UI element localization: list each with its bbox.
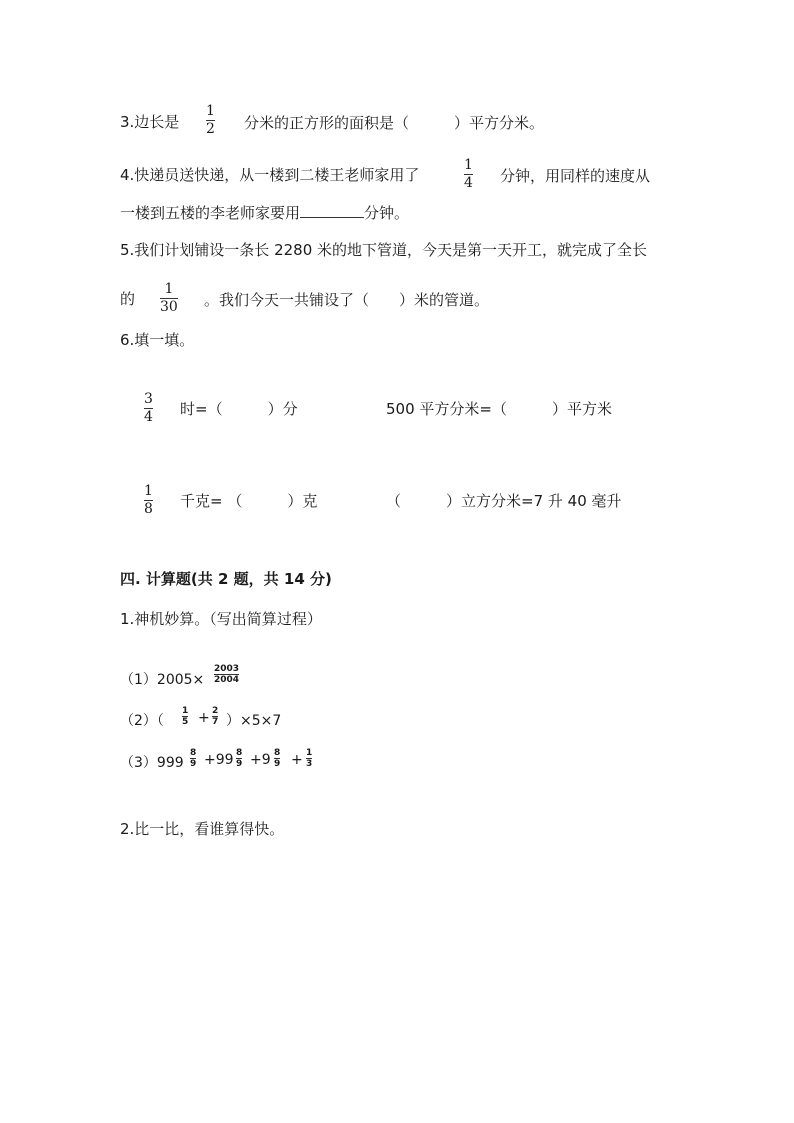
calc-item2-fraction1: 1 5 xyxy=(182,706,189,727)
calc-item3-fraction3: 8 9 xyxy=(274,748,281,769)
q4-line2-suffix: 分钟。 xyxy=(364,204,410,222)
calc-q1-title: 1.神机妙算。（写出简算过程） xyxy=(120,610,322,628)
q5-line2-prefix: 的 xyxy=(120,290,136,308)
q6c-text: 千克= （ ）克 xyxy=(180,492,318,510)
calc-item1-label: （1）2005× xyxy=(120,672,205,688)
calc-item1-fraction: 2003 2004 xyxy=(214,664,240,685)
answer-blank[interactable] xyxy=(300,203,364,218)
q4-line1-suffix: 分钟，用同样的速度从 xyxy=(500,167,651,185)
q3-line xyxy=(120,112,179,132)
q6c-fraction: 1 8 xyxy=(144,483,153,517)
calc-item3-fraction1: 8 9 xyxy=(190,748,197,769)
q6-title: 6.填一填。 xyxy=(120,331,195,349)
q6b-text: 500 平方分米=（ ）平方米 xyxy=(386,400,612,418)
q3-fraction: 1 2 xyxy=(206,103,215,137)
calc-item3-label: （3）999 xyxy=(120,755,184,771)
calc-item2-tail: ）×5×7 xyxy=(226,713,282,729)
section-heading: 四. 计算题(共 2 题，共 14 分) xyxy=(120,570,332,588)
q4-line1-prefix: 4.快递员送快递，从一楼到二楼王老师家用了 xyxy=(120,166,420,184)
calc-item3-term3: + xyxy=(291,752,303,768)
q3-prefix: 3.边长是 xyxy=(120,113,180,131)
q4-line2 xyxy=(120,203,409,223)
calc-item3-term2: +9 xyxy=(250,752,271,768)
calc-item3-fraction4: 1 3 xyxy=(306,748,313,769)
q5-fraction: 1 30 xyxy=(160,281,178,315)
calc-item2-plus: + xyxy=(198,710,210,726)
q6a-fraction: 3 4 xyxy=(144,391,153,425)
calc-item2-label: （2）（ xyxy=(120,713,164,729)
q6a-text: 时=（ ）分 xyxy=(180,400,298,418)
calc-item2-fraction2: 2 7 xyxy=(212,706,219,727)
q4-line2-prefix: 一楼到五楼的李老师家要用 xyxy=(120,204,301,222)
q3-suffix: 分米的正方形的面积是（ ）平方分米。 xyxy=(244,114,545,132)
q6d-text: （ ）立方分米=7 升 40 毫升 xyxy=(386,492,622,510)
calc-item3-fraction2: 8 9 xyxy=(236,748,243,769)
calc-q2-title: 2.比一比，看谁算得快。 xyxy=(120,820,285,838)
q5-line1: 5.我们计划铺设一条长 2280 米的地下管道，今天是第一天开工，就完成了全长 xyxy=(120,241,648,259)
calc-item3-term1: +99 xyxy=(204,752,234,768)
q4-fraction: 1 4 xyxy=(464,157,473,191)
q5-line2-suffix: 。我们今天一共铺设了（ ）米的管道。 xyxy=(204,291,490,309)
